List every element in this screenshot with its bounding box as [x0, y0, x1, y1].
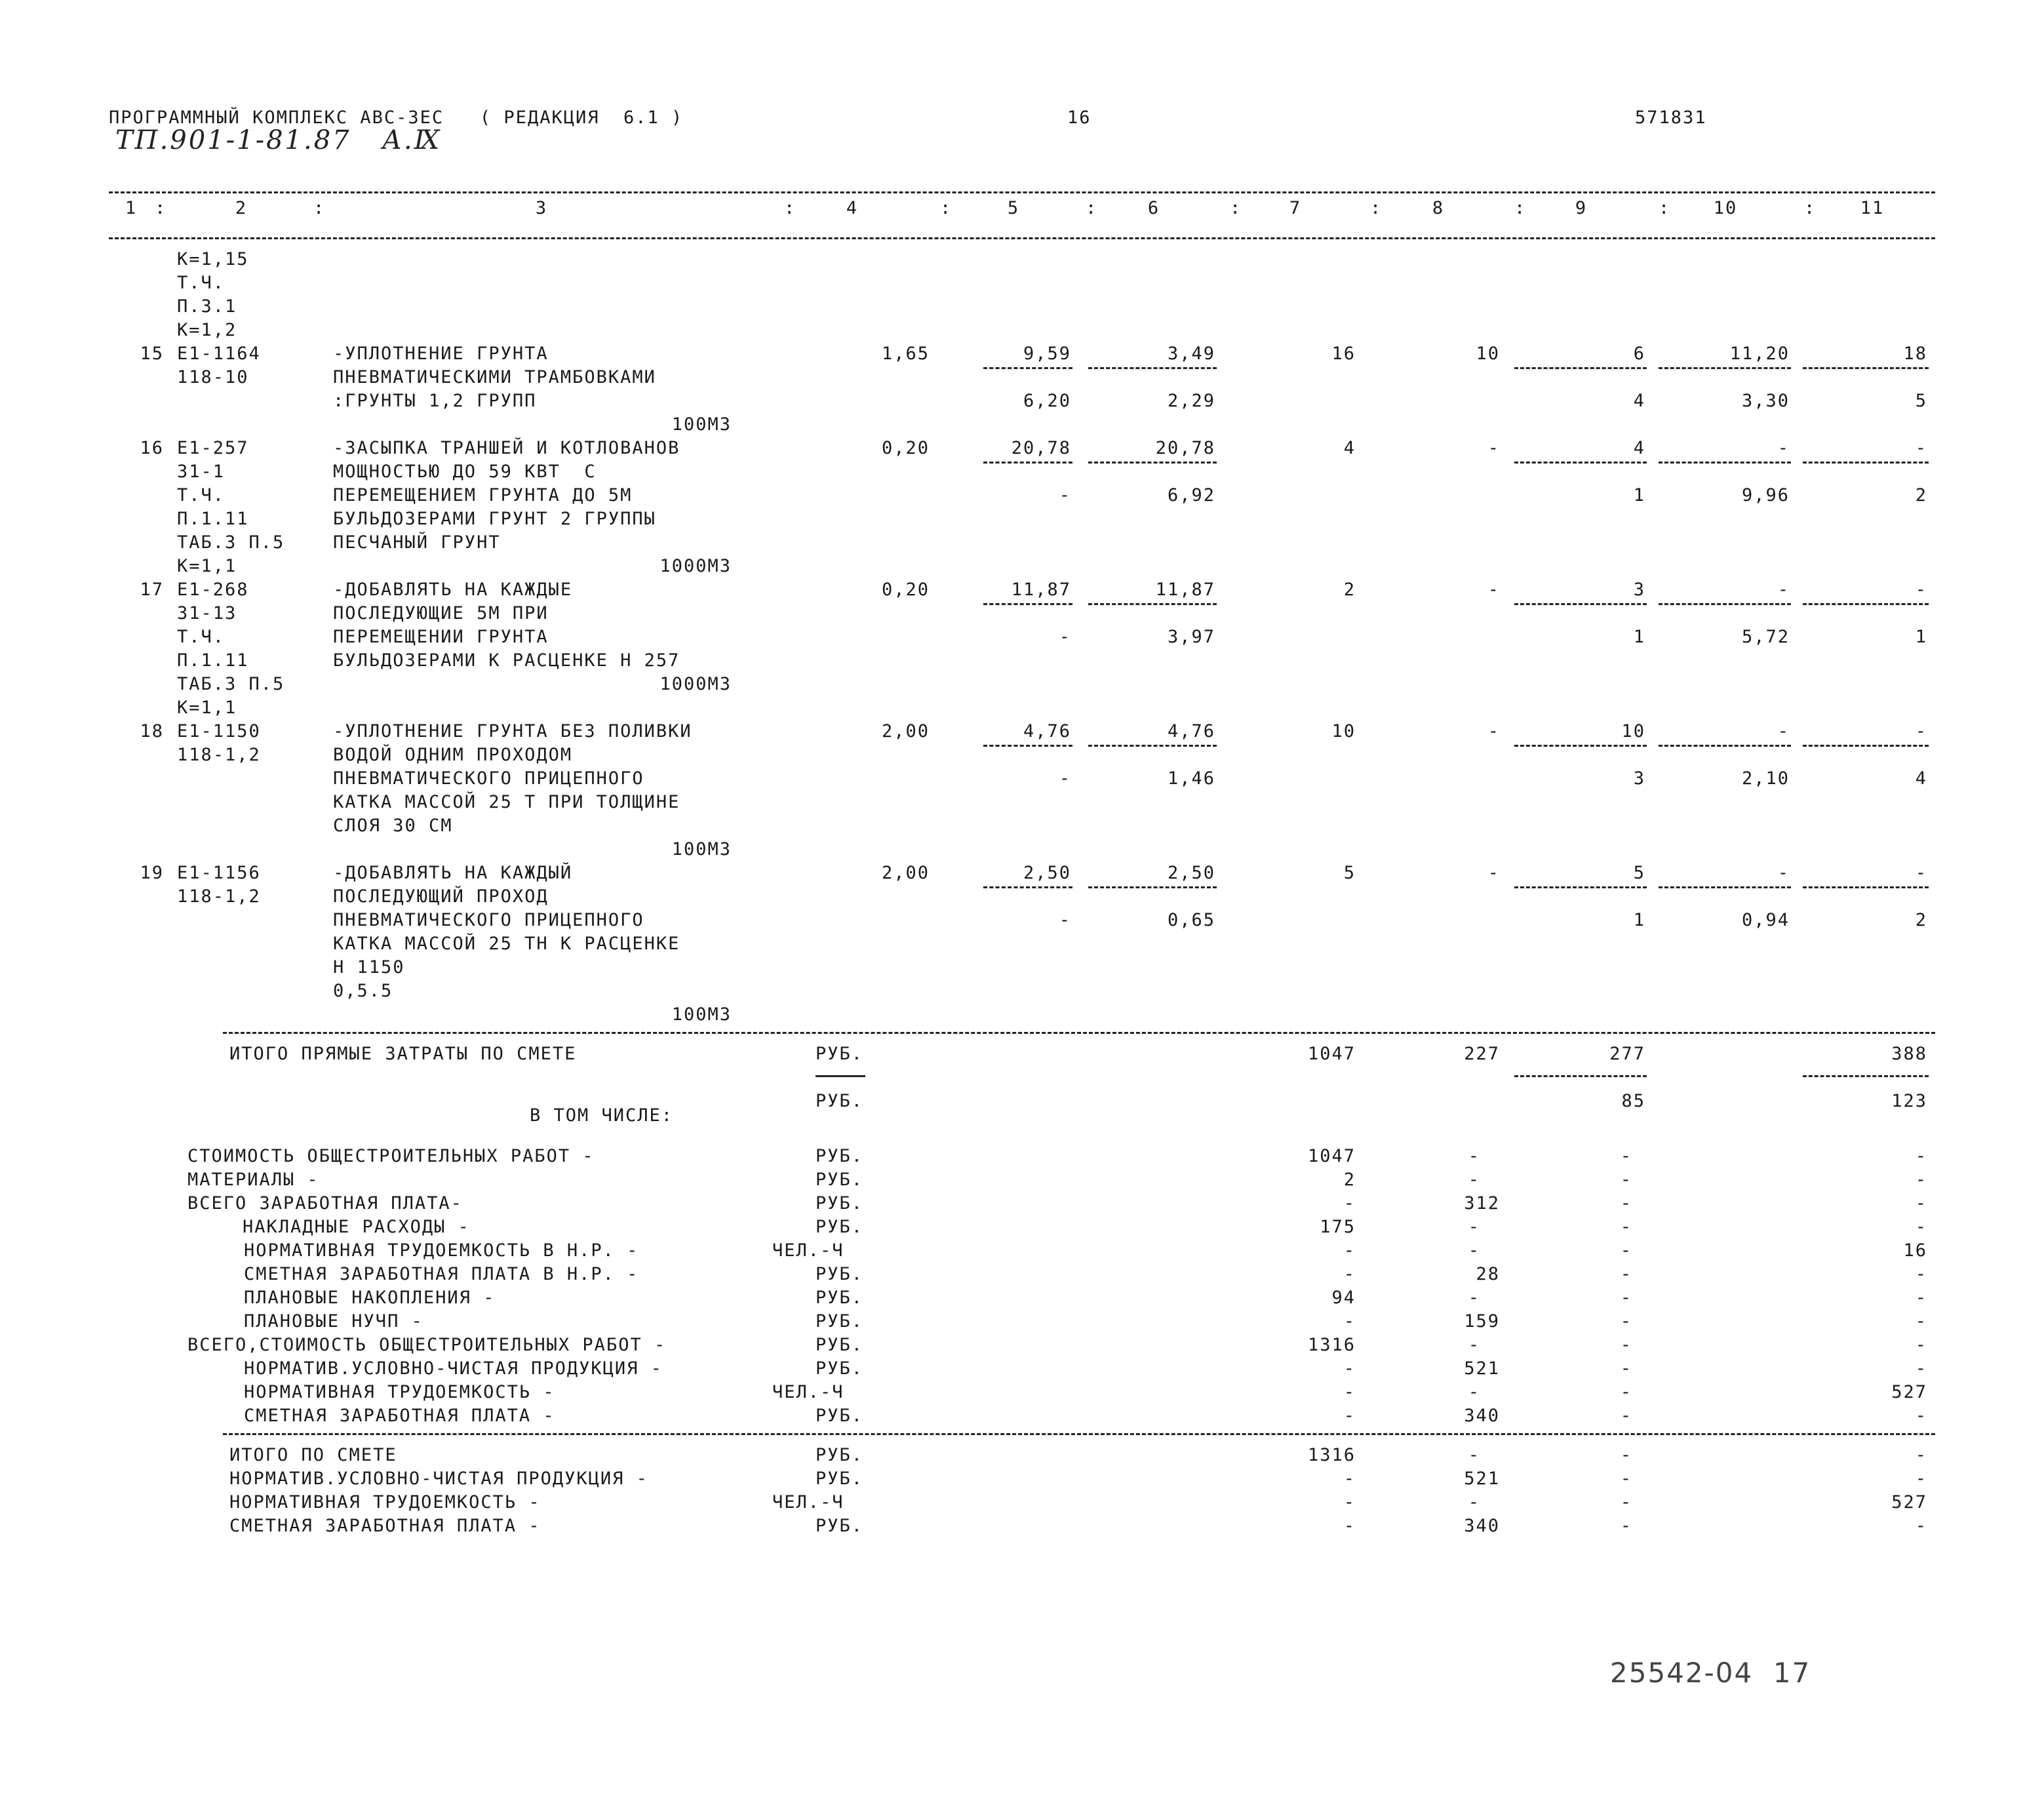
fraction-rule — [1659, 603, 1791, 605]
breakdown-label: СТОИМОСТЬ ОБЩЕСТРОИТЕЛЬНЫХ РАБОТ - — [187, 1146, 595, 1166]
breakdown-c9: - — [1620, 1382, 1632, 1402]
fraction-rule — [1088, 745, 1217, 747]
item-description: ПЕСЧАНЫЙ ГРУНТ — [333, 532, 501, 553]
item-value-c11-lower: 1 — [1915, 627, 1927, 647]
item-unit: 100М3 — [671, 414, 732, 435]
final-c11: - — [1915, 1445, 1927, 1465]
column-header-7: 7 — [1289, 198, 1302, 218]
column-separator: : — [1086, 198, 1098, 218]
item-value-c5-lower: - — [1059, 627, 1071, 647]
breakdown-c8: - — [1468, 1382, 1480, 1402]
column-header-10: 10 — [1713, 198, 1738, 218]
item-description: ПНЕВМАТИЧЕСКОГО ПРИЦЕПНОГО — [333, 910, 644, 930]
breakdown-c8: - — [1468, 1170, 1480, 1190]
item-description: КАТКА МАССОЙ 25 Т ПРИ ТОЛЩИНЕ — [333, 792, 680, 812]
item-value-c6-lower: 6,92 — [1167, 485, 1215, 505]
total-direct-unit-lower: РУБ. — [816, 1091, 864, 1111]
breakdown-label: НАКЛАДНЫЕ РАСХОДЫ - — [243, 1217, 470, 1237]
breakdown-c11: 16 — [1903, 1240, 1927, 1261]
breakdown-c11: - — [1915, 1264, 1927, 1284]
item-code: П.1.11 — [177, 509, 249, 529]
item-value-c10-lower: 9,96 — [1741, 485, 1790, 505]
item-value-c8: - — [1487, 438, 1500, 458]
header-top-rule — [109, 191, 1935, 193]
breakdown-unit: РУБ. — [816, 1288, 864, 1308]
final-unit: ЧЕЛ.-Ч — [772, 1492, 844, 1512]
breakdown-c9: - — [1620, 1193, 1632, 1214]
item-value-c5: 11,87 — [1011, 580, 1071, 600]
item-number: 17 — [140, 580, 164, 600]
breakdown-c9: - — [1620, 1264, 1632, 1284]
item-unit: 1000М3 — [659, 674, 732, 694]
final-c8: 340 — [1464, 1516, 1500, 1536]
final-c9: - — [1620, 1469, 1632, 1489]
breakdown-c9: - — [1620, 1288, 1632, 1308]
item-value-c9-lower: 1 — [1633, 910, 1645, 930]
item-description: МОЩНОСТЬЮ ДО 59 КВТ С — [333, 462, 597, 482]
breakdown-c11: - — [1915, 1288, 1927, 1308]
item-value-c11-lower: 4 — [1915, 768, 1927, 789]
breakdown-unit: РУБ. — [816, 1406, 864, 1426]
item-value-c10-lower: 0,94 — [1741, 910, 1790, 930]
totals-rule — [223, 1032, 1935, 1034]
breakdown-c7: 1316 — [1307, 1335, 1356, 1355]
breakdown-c7: 1047 — [1307, 1146, 1356, 1166]
item-value-c5-lower: - — [1059, 768, 1071, 789]
item-number: 18 — [140, 721, 164, 741]
item-number: 16 — [140, 438, 164, 458]
fraction-rule — [1803, 886, 1929, 888]
item-value-c11: - — [1915, 721, 1927, 741]
program-title: ПРОГРАММНЫЙ КОМПЛЕКС АВС-3ЕС ( РЕДАКЦИЯ 6.1 ) — [109, 108, 684, 128]
breakdown-unit: РУБ. — [816, 1170, 864, 1190]
breakdown-c9: - — [1620, 1311, 1632, 1332]
breakdown-label: НОРМАТИВНАЯ ТРУДОЕМКОСТЬ - — [244, 1382, 555, 1402]
item-description: -УПЛОТНЕНИЕ ГРУНТА БЕЗ ПОЛИВКИ — [333, 721, 692, 741]
item-code: 31-13 — [177, 603, 237, 623]
total-direct-unit: РУБ. — [816, 1044, 864, 1064]
breakdown-unit: РУБ. — [816, 1146, 864, 1166]
item-value-c7: 5 — [1343, 863, 1356, 883]
item-description: БУЛЬДОЗЕРАМИ К РАСЦЕНКЕ Н 257 — [333, 650, 680, 671]
breakdown-c8: 28 — [1476, 1264, 1500, 1284]
column-separator: : — [940, 198, 953, 218]
item-description: ПЕРЕМЕЩЕНИИ ГРУНТА — [333, 627, 549, 647]
item-value-c11: - — [1915, 863, 1927, 883]
final-unit: РУБ. — [816, 1516, 864, 1536]
item-value-c6: 4,76 — [1167, 721, 1215, 741]
item-description: ПОСЛЕДУЮЩИЙ ПРОХОД — [333, 886, 549, 907]
item-unit: 1000М3 — [659, 556, 732, 576]
item-value-c5: 20,78 — [1011, 438, 1071, 458]
breakdown-c11: - — [1915, 1311, 1927, 1332]
column-header-9: 9 — [1575, 198, 1588, 218]
item-value-c11-lower: 2 — [1915, 910, 1927, 930]
fraction-rule — [983, 367, 1072, 369]
breakdown-c11: 527 — [1891, 1382, 1927, 1402]
item-value-c4: 2,00 — [881, 863, 930, 883]
item-code: Т.Ч. — [177, 627, 226, 647]
including-label: В ТОМ ЧИСЛЕ: — [530, 1105, 674, 1126]
final-c11: - — [1915, 1516, 1927, 1536]
breakdown-c11: - — [1915, 1406, 1927, 1426]
item-value-c4: 0,20 — [881, 580, 930, 600]
breakdown-c7: 2 — [1343, 1170, 1356, 1190]
column-separator: : — [1370, 198, 1383, 218]
fraction-rule — [983, 886, 1072, 888]
column-separator: : — [784, 198, 796, 218]
breakdown-c9: - — [1620, 1335, 1632, 1355]
item-code: Е1-1150 — [177, 721, 261, 741]
item-value-c10: 11,20 — [1729, 344, 1790, 364]
item-description: Н 1150 — [333, 957, 405, 977]
fraction-rule — [1803, 603, 1929, 605]
item-value-c7: 2 — [1343, 580, 1356, 600]
fraction-rule — [1659, 462, 1791, 464]
breakdown-c8: - — [1468, 1146, 1480, 1166]
item-value-c10-lower: 3,30 — [1741, 391, 1790, 411]
item-description: СЛОЯ 30 СМ — [333, 816, 453, 836]
breakdown-c8: 159 — [1464, 1311, 1500, 1332]
breakdown-label: НОРМАТИВНАЯ ТРУДОЕМКОСТЬ В Н.Р. - — [244, 1240, 639, 1261]
breakdown-c7: - — [1343, 1193, 1356, 1214]
final-c8: - — [1468, 1492, 1480, 1512]
item-number: 15 — [140, 344, 164, 364]
item-value-c9: 10 — [1621, 721, 1645, 741]
fraction-rule — [1514, 745, 1647, 747]
item-description: БУЛЬДОЗЕРАМИ ГРУНТ 2 ГРУППЫ — [333, 509, 656, 529]
final-label: СМЕТНАЯ ЗАРАБОТНАЯ ПЛАТА - — [229, 1516, 541, 1536]
item-code: Е1-257 — [177, 438, 249, 458]
breakdown-unit: РУБ. — [816, 1193, 864, 1214]
item-value-c6: 2,50 — [1167, 863, 1215, 883]
fraction-rule — [1803, 745, 1929, 747]
fraction-rule — [1514, 1075, 1647, 1077]
fraction-rule — [1088, 603, 1217, 605]
item-description: КАТКА МАССОЙ 25 ТН К РАСЦЕНКЕ — [333, 934, 680, 954]
final-c11: 527 — [1891, 1492, 1927, 1512]
item-value-c6-lower: 0,65 — [1167, 910, 1215, 930]
final-c9: - — [1620, 1445, 1632, 1465]
item-value-c7: 4 — [1343, 438, 1356, 458]
item-value-c10-lower: 5,72 — [1741, 627, 1790, 647]
item-value-c8: 10 — [1476, 344, 1500, 364]
fraction-rule — [1514, 462, 1647, 464]
item-code: К=1,1 — [177, 698, 237, 718]
item-value-c11-lower: 2 — [1915, 485, 1927, 505]
column-separator: : — [155, 198, 167, 218]
breakdown-label: ВСЕГО ЗАРАБОТНАЯ ПЛАТА- — [187, 1193, 463, 1214]
final-c9: - — [1620, 1492, 1632, 1512]
item-value-c8: - — [1487, 721, 1500, 741]
breakdown-c8: - — [1468, 1335, 1480, 1355]
archive-stamp: 25542-04 17 — [1610, 1657, 1811, 1689]
item-value-c6: 11,87 — [1155, 580, 1215, 600]
breakdown-c9: - — [1620, 1217, 1632, 1237]
item-unit: 100М3 — [671, 1004, 732, 1025]
total-direct-c7: 1047 — [1307, 1044, 1356, 1064]
final-label: НОРМАТИВ.УСЛОВНО-ЧИСТАЯ ПРОДУКЦИЯ - — [229, 1469, 648, 1489]
breakdown-label: ВСЕГО,СТОИМОСТЬ ОБЩЕСТРОИТЕЛЬНЫХ РАБОТ - — [187, 1335, 667, 1355]
final-label: ИТОГО ПО СМЕТЕ — [229, 1445, 397, 1465]
final-c7: - — [1343, 1492, 1356, 1512]
item-value-c5: 4,76 — [1023, 721, 1071, 741]
breakdown-c8: - — [1468, 1240, 1480, 1261]
item-value-c6-lower: 2,29 — [1167, 391, 1215, 411]
breakdown-label: МАТЕРИАЛЫ - — [187, 1170, 319, 1190]
item-value-c9: 5 — [1633, 863, 1645, 883]
breakdown-unit: РУБ. — [816, 1358, 864, 1379]
page-number: 16 — [1067, 108, 1091, 128]
fraction-rule — [1088, 462, 1217, 464]
item-description: ВОДОЙ ОДНИМ ПРОХОДОМ — [333, 745, 573, 765]
column-separator: : — [1230, 198, 1242, 218]
breakdown-unit: ЧЕЛ.-Ч — [772, 1240, 844, 1261]
item-value-c10: - — [1777, 580, 1790, 600]
item-value-c10: - — [1777, 721, 1790, 741]
unit-rule — [816, 1075, 865, 1077]
item-description: -УПЛОТНЕНИЕ ГРУНТА — [333, 344, 549, 364]
column-header-2: 2 — [235, 198, 248, 218]
breakdown-c11: - — [1915, 1358, 1927, 1379]
item-code: 31-1 — [177, 462, 226, 482]
fraction-rule — [1514, 603, 1647, 605]
item-description: 0,5.5 — [333, 981, 393, 1001]
item-value-c9-lower: 1 — [1633, 627, 1645, 647]
fraction-rule — [1659, 745, 1791, 747]
fraction-rule — [1514, 886, 1647, 888]
breakdown-c9: - — [1620, 1146, 1632, 1166]
item-value-c9: 6 — [1633, 344, 1645, 364]
item-value-c6-lower: 1,46 — [1167, 768, 1215, 789]
fraction-rule — [1659, 367, 1791, 369]
final-c8: - — [1468, 1445, 1480, 1465]
fraction-rule — [983, 745, 1072, 747]
final-c7: 1316 — [1307, 1445, 1356, 1465]
item-value-c11-lower: 5 — [1915, 391, 1927, 411]
breakdown-c8: - — [1468, 1288, 1480, 1308]
fraction-rule — [983, 462, 1072, 464]
final-c7: - — [1343, 1469, 1356, 1489]
breakdown-unit: РУБ. — [816, 1264, 864, 1284]
column-header-3: 3 — [535, 198, 548, 218]
item-code: 118-10 — [177, 367, 249, 387]
item-value-c5: 9,59 — [1023, 344, 1071, 364]
item-description: -ДОБАВЛЯТЬ НА КАЖДЫЕ — [333, 580, 573, 600]
column-separator: : — [1514, 198, 1527, 218]
breakdown-c7: - — [1343, 1382, 1356, 1402]
item-number: 19 — [140, 863, 164, 883]
fraction-rule — [1514, 367, 1647, 369]
final-c7: - — [1343, 1516, 1356, 1536]
item-value-c5-lower: 6,20 — [1023, 391, 1071, 411]
fraction-rule — [1659, 886, 1791, 888]
total-direct-c11: 388 — [1891, 1044, 1927, 1064]
breakdown-c7: - — [1343, 1240, 1356, 1261]
item-value-c8: - — [1487, 863, 1500, 883]
breakdown-c7: - — [1343, 1264, 1356, 1284]
item-value-c8: - — [1487, 580, 1500, 600]
column-header-1: 1 — [125, 198, 138, 218]
breakdown-c9: - — [1620, 1170, 1632, 1190]
column-header-8: 8 — [1432, 198, 1445, 218]
total-direct-c9: 277 — [1609, 1044, 1645, 1064]
fraction-rule — [1088, 367, 1217, 369]
fraction-rule — [1088, 886, 1217, 888]
final-unit: РУБ. — [816, 1469, 864, 1489]
final-unit: РУБ. — [816, 1445, 864, 1465]
item-value-c9-lower: 1 — [1633, 485, 1645, 505]
breakdown-unit: РУБ. — [816, 1335, 864, 1355]
breakdown-label: НОРМАТИВ.УСЛОВНО-ЧИСТАЯ ПРОДУКЦИЯ - — [244, 1358, 663, 1379]
breakdown-label: ПЛАНОВЫЕ НАКОПЛЕНИЯ - — [244, 1288, 496, 1308]
item-code: Е1-1156 — [177, 863, 261, 883]
final-c8: 521 — [1464, 1469, 1500, 1489]
breakdown-c11: - — [1915, 1217, 1927, 1237]
item-value-c4: 1,65 — [881, 344, 930, 364]
coefficient-line: К=1,15 — [177, 249, 249, 269]
breakdown-c8: 312 — [1464, 1193, 1500, 1214]
item-value-c6: 20,78 — [1155, 438, 1215, 458]
breakdown-c9: - — [1620, 1358, 1632, 1379]
item-code: П.1.11 — [177, 650, 249, 671]
breakdown-c9: - — [1620, 1406, 1632, 1426]
total-direct-label: ИТОГО ПРЯМЫЕ ЗАТРАТЫ ПО СМЕТЕ — [229, 1044, 577, 1064]
breakdown-c11: - — [1915, 1146, 1927, 1166]
column-separator: : — [1659, 198, 1671, 218]
fraction-rule — [1803, 367, 1929, 369]
handwritten-reference: ТП.901-1-81.87 А.Ⅸ — [115, 125, 442, 155]
column-header-4: 4 — [846, 198, 859, 218]
item-code: ТАБ.3 П.5 — [177, 532, 285, 553]
item-code: 118-1,2 — [177, 886, 261, 907]
breakdown-c7: 94 — [1331, 1288, 1356, 1308]
item-code: Е1-268 — [177, 580, 249, 600]
item-description: ПОСЛЕДУЮЩИЕ 5М ПРИ — [333, 603, 549, 623]
breakdown-c11: - — [1915, 1193, 1927, 1214]
breakdown-c11: - — [1915, 1170, 1927, 1190]
column-separator: : — [1804, 198, 1817, 218]
item-value-c5-lower: - — [1059, 485, 1071, 505]
item-value-c4: 2,00 — [881, 721, 930, 741]
item-value-c6: 3,49 — [1167, 344, 1215, 364]
item-value-c7: 16 — [1331, 344, 1356, 364]
column-header-6: 6 — [1147, 198, 1160, 218]
item-value-c9: 3 — [1633, 580, 1645, 600]
item-description: ПНЕВМАТИЧЕСКОГО ПРИЦЕПНОГО — [333, 768, 644, 789]
item-description: ПЕРЕМЕЩЕНИЕМ ГРУНТА ДО 5М — [333, 485, 633, 505]
item-value-c9: 4 — [1633, 438, 1645, 458]
breakdown-c7: - — [1343, 1358, 1356, 1379]
column-header-11: 11 — [1860, 198, 1885, 218]
item-value-c9-lower: 3 — [1633, 768, 1645, 789]
column-header-5: 5 — [1007, 198, 1020, 218]
item-value-c11: - — [1915, 438, 1927, 458]
item-value-c5-lower: - — [1059, 910, 1071, 930]
item-code: ТАБ.3 П.5 — [177, 674, 285, 694]
breakdown-label: ПЛАНОВЫЕ НУЧП - — [244, 1311, 423, 1332]
breakdown-label: СМЕТНАЯ ЗАРАБОТНАЯ ПЛАТА В Н.Р. - — [244, 1264, 639, 1284]
breakdown-c11: - — [1915, 1335, 1927, 1355]
item-value-c11: - — [1915, 580, 1927, 600]
item-value-c5: 2,50 — [1023, 863, 1071, 883]
item-code: К=1,1 — [177, 556, 237, 576]
fraction-rule — [1803, 462, 1929, 464]
breakdown-unit: РУБ. — [816, 1311, 864, 1332]
item-value-c10: - — [1777, 438, 1790, 458]
total-direct-c8: 227 — [1464, 1044, 1500, 1064]
breakdown-c9: - — [1620, 1240, 1632, 1261]
column-separator: : — [313, 198, 326, 218]
breakdown-unit: РУБ. — [816, 1217, 864, 1237]
item-value-c11: 18 — [1903, 344, 1927, 364]
item-code: 118-1,2 — [177, 745, 261, 765]
item-description: -ДОБАВЛЯТЬ НА КАЖДЫЙ — [333, 863, 573, 883]
total-direct-c11-lower: 123 — [1891, 1091, 1927, 1111]
item-unit: 100М3 — [671, 839, 732, 859]
item-value-c10-lower: 2,10 — [1741, 768, 1790, 789]
final-c11: - — [1915, 1469, 1927, 1489]
fraction-rule — [983, 603, 1072, 605]
breakdown-c8: 340 — [1464, 1406, 1500, 1426]
final-label: НОРМАТИВНАЯ ТРУДОЕМКОСТЬ - — [229, 1492, 541, 1512]
item-value-c4: 0,20 — [881, 438, 930, 458]
breakdown-c7: - — [1343, 1406, 1356, 1426]
header-bottom-rule — [109, 237, 1935, 239]
breakdown-c7: - — [1343, 1311, 1356, 1332]
final-rule — [223, 1433, 1935, 1435]
item-description: ПНЕВМАТИЧЕСКИМИ ТРАМБОВКАМИ — [333, 367, 656, 387]
breakdown-c7: 175 — [1320, 1217, 1356, 1237]
breakdown-unit: ЧЕЛ.-Ч — [772, 1382, 844, 1402]
coefficient-line: Т.Ч. — [177, 273, 226, 293]
document-code: 571831 — [1635, 108, 1707, 128]
item-value-c7: 10 — [1331, 721, 1356, 741]
total-direct-c9-lower: 85 — [1621, 1091, 1645, 1111]
item-description: :ГРУНТЫ 1,2 ГРУПП — [333, 391, 537, 411]
coefficient-line: К=1,2 — [177, 320, 237, 340]
fraction-rule — [1803, 1075, 1929, 1077]
breakdown-c8: - — [1468, 1217, 1480, 1237]
final-c9: - — [1620, 1516, 1632, 1536]
coefficient-line: П.3.1 — [177, 296, 237, 317]
item-value-c6-lower: 3,97 — [1167, 627, 1215, 647]
breakdown-c8: 521 — [1464, 1358, 1500, 1379]
item-value-c9-lower: 4 — [1633, 391, 1645, 411]
item-code: Т.Ч. — [177, 485, 226, 505]
breakdown-label: СМЕТНАЯ ЗАРАБОТНАЯ ПЛАТА - — [244, 1406, 555, 1426]
item-value-c10: - — [1777, 863, 1790, 883]
item-code: Е1-1164 — [177, 344, 261, 364]
item-description: -ЗАСЫПКА ТРАНШЕЙ И КОТЛОВАНОВ — [333, 438, 680, 458]
